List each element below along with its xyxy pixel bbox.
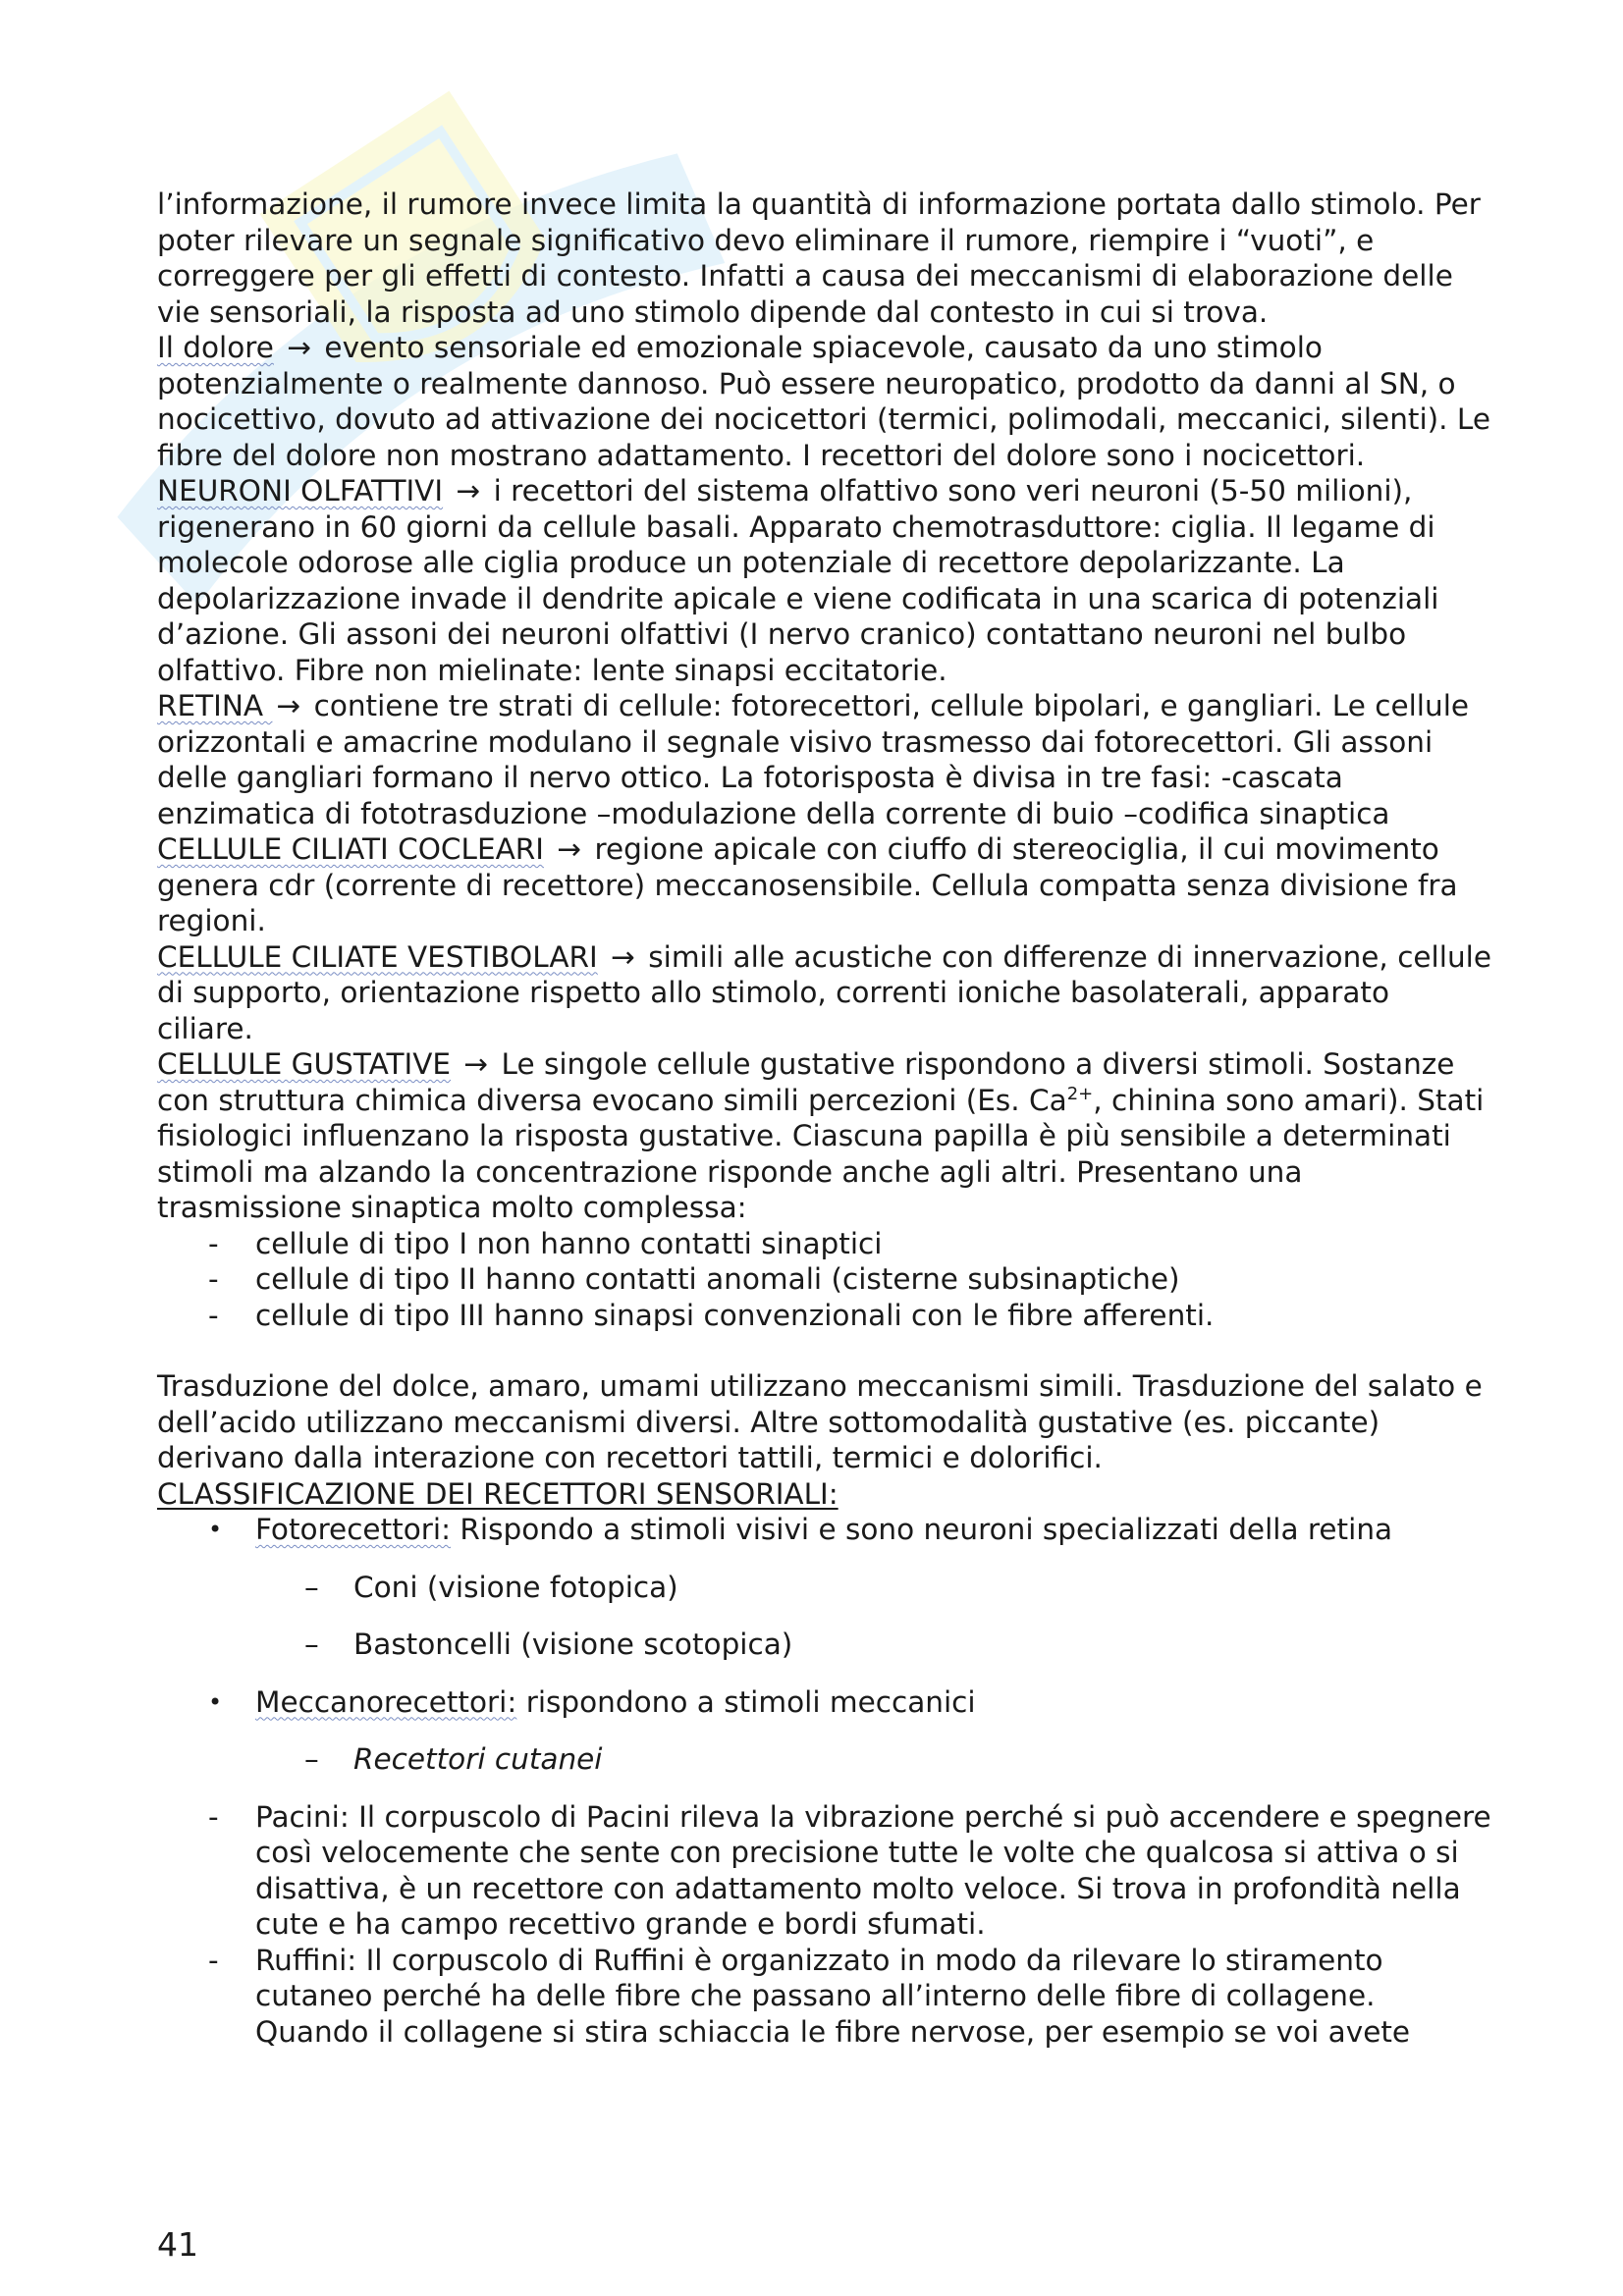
list-item [157,1261,1492,1298]
intro-paragraph: l’informazione, il rumore invece limita la quantità di informazione portata dallo stimolo. Per poter rilevare un segnale significativo devo eliminare il rumore, riempire i “vuoti”, e correggere per gli effetti di contesto. Infatti a causa dei meccanismi di elaborazione delle vie sensoriali, la risposta ad uno stimolo dipende dal contesto in cui si trova. [157,187,1481,329]
dolore-text: evento sensoriale ed emozionale spiacevole, causato da uno stimolo potenzialmente o realmente dannoso. Può essere neuropatico, prodotto da danni al SN, o nocicettivo, dovuto ad attivazione dei nocicettori (termici, polimodali, meccanici, silenti). Le fibre del dolore non mostrano adattamento. I recettori del dolore sono i nocicettori. [157,331,1490,472]
list-item [157,1298,1492,1334]
list-item [157,1799,1492,1943]
document-body [157,187,1492,2050]
dash-marker: – [304,1570,319,1604]
dash-marker: - [208,1262,219,1296]
coni-text: Coni (visione fotopica) [353,1570,678,1604]
cutanei-item [157,1741,1492,1778]
receptor-list [157,1799,1492,2051]
dash-marker: - [208,1799,219,1834]
neuroni-term: NEURONI OLFATTIVI [157,474,444,507]
classificazione-title: CLASSIFICAZIONE DEI RECETTORI SENSORIALI: [157,1476,839,1511]
arrow-icon: → [611,939,635,974]
meccanorecettori-term: Meccanorecettori: [255,1684,517,1719]
page-number: 41 [157,2225,198,2264]
gustative-term: CELLULE GUSTATIVE [157,1047,452,1081]
retina-term: RETINA [157,689,273,722]
bastoncelli-item [157,1627,1492,1663]
dash-marker: – [304,1742,319,1776]
bastoncelli-text: Bastoncelli (visione scotopica) [353,1628,793,1661]
cutanei-text: Recettori cutanei [353,1742,603,1776]
cocleari-text: regione apicale con ciuffo di stereociglia, il cui movimento genera cdr (corrente di recettore) meccanosensibile. Cellula compatta senza divisione fra regioni. [157,832,1458,937]
fotorecettori-text: Rispondo a stimoli visivi e sono neuroni specializzati della retina [451,1513,1393,1546]
bullet-icon: • [208,1687,223,1716]
dash-marker: – [304,1628,319,1661]
dolore-paragraph [157,330,1492,473]
list-item [157,1943,1492,2051]
vestibolari-term: CELLULE CILIATE VESTIBOLARI [157,939,598,974]
neuroni-text: i recettori del sistema olfattivo sono veri neuroni (5-50 milioni), rigenerano in 60 giorni da cellule basali. Apparato chemotrasduttore: ciglia. Il legame di molecole odorose alle ciglia produce un potenziale di recettore depolarizzante. La depolarizzazione invade il dendrite apicale e viene codificata in una scarica di potenziali d’azione. Gli assoni dei neuroni olfattivi (I nervo cranico) contattano neuroni nel bulbo olfattivo. Fibre non mielinate: lente sinapsi eccitatorie. [157,474,1439,687]
vestibolari-paragraph [157,939,1492,1047]
fotorecettori-term: Fotorecettori: [255,1513,452,1546]
cocleari-term: CELLULE CILIATI COCLEARI [157,832,544,866]
list-item-text: cellule di tipo III hanno sinapsi convenzionali con le fibre afferenti. [255,1298,1215,1332]
arrow-icon: → [287,331,312,364]
pacini-text: Pacini: Il corpuscolo di Pacini rileva la vibrazione perché si può accendere e spegnere così velocemente che sente con precisione tutte le volte che qualcosa si attiva o si disattiva, è un recettore con adattamento molto veloce. Si trova in profondità nella cute e ha campo recettivo grande e bordi sfumati. [255,1799,1491,1941]
gustative-paragraph [157,1046,1492,1226]
cocleari-paragraph [157,831,1492,939]
superscript-charge: 2+ [1066,1083,1094,1104]
gustative-text-before: Le singole cellule gustative rispondono a diversi stimoli. Sostanze con struttura chimica diversa evocano simili percezioni (Es. Ca [157,1047,1455,1117]
arrow-icon: → [276,689,301,722]
arrow-icon: → [463,1047,489,1081]
dash-marker: - [208,1298,219,1332]
meccanorecettori-item [157,1684,1492,1721]
meccanorecettori-text: rispondono a stimoli meccanici [516,1684,976,1719]
coni-item [157,1570,1492,1606]
dolore-term: Il dolore [157,331,274,364]
retina-text: contiene tre strati di cellule: fotorecettori, cellule bipolari, e gangliari. Le cellule orizzontali e amacrine modulano il segnale visivo trasmesso dai fotorecettori. Gli assoni delle gangliari formano il nervo ottico. La fotorisposta è divisa in tre fasi: -cascata enzimatica di fototrasduzione –modulazione della corrente di buio –codifica sinaptica [157,689,1470,830]
list-item [157,1226,1492,1262]
bullet-icon: • [208,1516,223,1543]
vestibolari-text: simili alle acustiche con differenze di innervazione, cellule di supporto, orientazione rispetto allo stimolo, correnti ioniche basolaterali, apparato ciliare. [157,939,1491,1045]
ruffini-text: Ruffini: Il corpuscolo di Ruffini è organizzato in modo da rilevare lo stiramento cutaneo perché ha delle fibre che passano all’interno delle fibre di collagene. Quando il collagene si stira schiaccia le fibre nervose, per esempio se voi avete [255,1943,1411,2049]
gustative-text-after: , chinina sono amari). Stati fisiologici influenzano la risposta gustative. Ciascuna papilla è più sensibile a determinati stimoli ma alzando la concentrazione risponde anche agli altri. Presentano una trasmissione sinaptica molto complessa: [157,1083,1485,1224]
neuroni-paragraph [157,473,1492,688]
trasduzione-paragraph: Trasduzione del dolce, amaro, umami utilizzano meccanismi simili. Trasduzione del salato e dell’acido utilizzano meccanismi diversi. Altre sottomodalità gustative (es. piccante) derivano dalla interazione con recettori tattili, termici e dolorifici. [157,1369,1483,1474]
fotorecettori-item [157,1512,1492,1548]
arrow-icon: → [557,832,582,866]
list-item-text: cellule di tipo II hanno contatti anomali (cisterne subsinaptiche) [255,1262,1180,1296]
classificazione-heading [157,1476,1492,1513]
arrow-icon: → [456,474,481,507]
list-item-text: cellule di tipo I non hanno contatti sinaptici [255,1226,883,1260]
dash-marker: - [208,1226,219,1260]
retina-paragraph [157,688,1492,831]
dash-marker: - [208,1943,219,1977]
gustative-cell-list [157,1226,1492,1334]
